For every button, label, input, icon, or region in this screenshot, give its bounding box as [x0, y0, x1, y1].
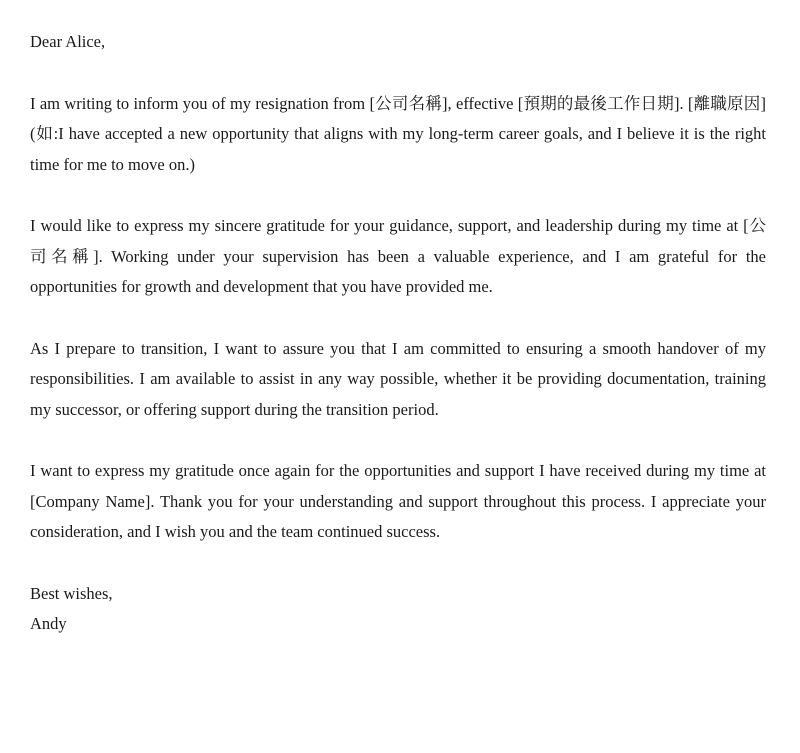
letter-closing: Best wishes,	[30, 583, 113, 603]
letter-signature: Andy	[30, 614, 67, 633]
letter-paragraph-1: I am writing to inform you of my resignation from [公司名稱], effective [預期的最後工作日期]. [離職原因] (如:I have accepted a new opportunity that aligns with my long-term career goals, and I believe it is the right time for me to move on.)	[30, 93, 766, 174]
letter-paragraph-4: I want to express my gratitude once again for the opportunities and support I have received during my time at [Company Name]. Thank you for your understanding and support throughout this process. I appreciate your consideration, and I wish you and the team continued success.	[30, 461, 766, 541]
letter-greeting: Dear Alice,	[30, 32, 106, 51]
letter-paragraph-3: As I prepare to transition, I want to assure you that I am committed to ensuring a smooth handover of my responsibilities. I am available to assist in any way possible, whether it be providing documentation, training my successor, or offering support during the transition period.	[30, 338, 766, 419]
letter-paragraph-2: I would like to express my sincere gratitude for your guidance, support, and leadership during my time at [公司名稱]. Working under your supervision has been a valuable experience, and I am grateful for the opportunities for growth and development that you have provided me.	[30, 216, 766, 296]
